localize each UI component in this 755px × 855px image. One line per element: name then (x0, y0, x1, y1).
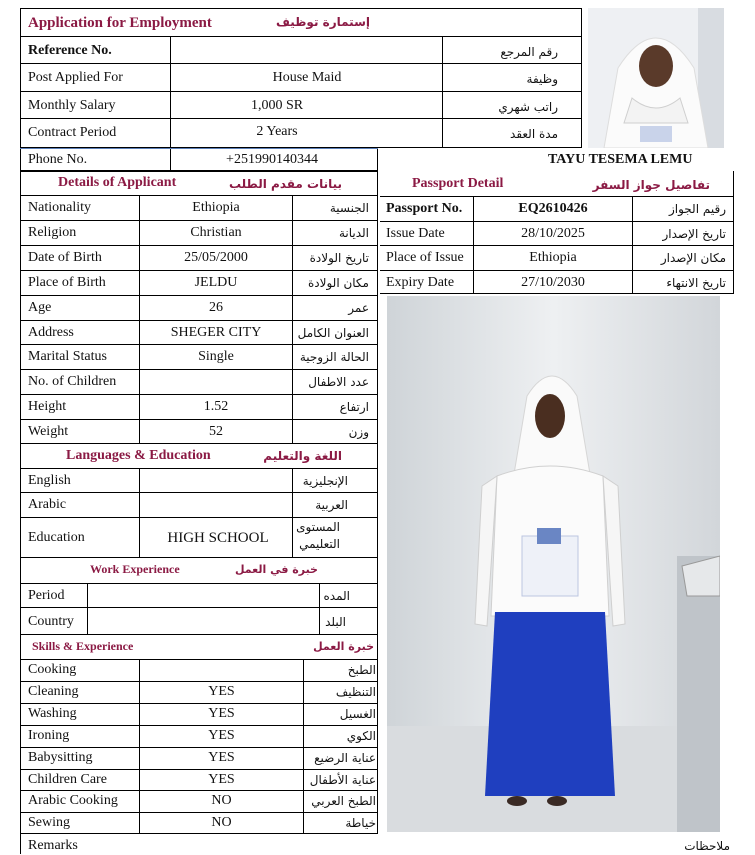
skill-label-ar: التنظيف (335, 685, 376, 699)
passport-row-label-ar: تاريخ الانتهاء (666, 276, 726, 290)
post-label: Post Applied For (28, 70, 123, 85)
applicant-row-label-ar: الحالة الزوجية (299, 350, 369, 364)
education-label: Education (28, 530, 85, 545)
salary-label-ar: راتب شهري (498, 100, 558, 114)
passport-row-label-ar: رقيم الجواز (668, 202, 726, 216)
form-title-arabic: إستمارة توظيف (275, 15, 370, 29)
applicant-row-label-ar: عدد الاطفال (308, 375, 369, 389)
applicant-row-label: Religion (28, 225, 77, 240)
skills-row-line (20, 790, 378, 791)
passport-row-value: Ethiopia (529, 250, 577, 265)
passport-row-value: EQ2610426 (518, 201, 588, 216)
skills-divider (20, 659, 378, 660)
country-label-ar: البلد (325, 615, 346, 629)
applicant-row-value: SHEGER CITY (170, 325, 262, 340)
skill-value: NO (211, 815, 232, 830)
applicant-row-value: 1.52 (203, 399, 229, 414)
applicant-row-label: Place of Birth (28, 275, 106, 290)
passport-row-label: Issue Date (386, 226, 445, 241)
skill-value: YES (208, 750, 235, 765)
work-title: Work Experience (90, 562, 180, 576)
passport-row-value: 27/10/2030 (521, 275, 585, 290)
applicant-row-label: Marital Status (28, 349, 107, 364)
period-label-ar: المده (323, 589, 350, 603)
skill-label-ar: خياطة (345, 816, 376, 830)
skill-label-ar: الكوي (346, 729, 376, 743)
passport-row-label: Place of Issue (386, 250, 464, 265)
arabic-label: Arabic (28, 497, 67, 512)
applicant-row-label: Height (28, 399, 67, 414)
applicant-title: Details of Applicant (58, 175, 177, 190)
contract-label-ar: مدة العقد (510, 127, 558, 141)
salary-value: 1,000 SR (250, 98, 304, 113)
applicant-row-label-ar: مكان الولادة (307, 276, 369, 290)
skills-title: Skills & Experience (32, 639, 134, 653)
education-label-ar-2: التعليمي (299, 537, 340, 551)
skills-row-line (20, 681, 378, 682)
applicant-row-line (20, 295, 378, 296)
applicant-name: TAYU TESEMA LEMU (548, 152, 693, 167)
applicant-row-label-ar: الجنسية (329, 201, 369, 215)
skills-row-line (20, 769, 378, 770)
applicant-row-label: Weight (28, 424, 69, 439)
work-title-ar: خبرة في العمل (234, 563, 318, 576)
applicant-title-ar: بيانات مقدم الطلب (228, 177, 342, 191)
applicant-row-label: Address (28, 325, 74, 340)
skill-label-ar: الغسيل (339, 707, 376, 721)
applicant-row-value: Ethiopia (192, 200, 240, 215)
remarks-label-ar: ملاحظات (684, 839, 730, 853)
skill-label: Cooking (28, 662, 77, 677)
post-value: House Maid (272, 70, 342, 85)
applicant-row-label-ar: عمر (348, 301, 369, 315)
applicant-row-value: JELDU (194, 275, 238, 290)
skill-value: YES (208, 684, 235, 699)
skill-label: Children Care (28, 772, 107, 787)
reference-label-ar: رقم المرجع (500, 45, 558, 59)
skill-label: Cleaning (28, 684, 79, 699)
applicant-row-line (20, 270, 378, 271)
applicant-row-label: Age (28, 300, 52, 315)
applicant-row-label-ar: العنوان الكامل (297, 326, 369, 340)
skill-value: YES (208, 728, 235, 743)
applicant-row-value: Single (198, 349, 234, 364)
passport-row-label: Passport No. (386, 201, 463, 216)
passport-row-line (380, 221, 734, 222)
skill-label: Ironing (28, 728, 70, 743)
skill-label-ar: الطبخ العربي (311, 794, 376, 808)
passport-row-label-ar: تاريخ الإصدار (662, 227, 726, 241)
skill-label-ar: عناية الأطفال (309, 773, 376, 787)
applicant-divider (20, 195, 378, 196)
contract-label: Contract Period (28, 125, 117, 140)
english-label-ar: الإنجليزية (302, 474, 348, 488)
passport-row-label-ar: مكان الإصدار (660, 251, 726, 265)
arabic-label-ar: العربية (315, 498, 348, 512)
phone-label: Phone No. (28, 152, 88, 167)
applicant-row-line (20, 394, 378, 395)
applicant-row-label-ar: وزن (348, 425, 369, 439)
skills-row-line (20, 812, 378, 813)
country-label: Country (28, 614, 74, 629)
applicant-row-label-ar: تاريخ الولادة (309, 251, 369, 265)
education-label-ar-1: المستوى (296, 520, 340, 534)
skills-row-line (20, 747, 378, 748)
skill-label: Arabic Cooking (28, 793, 118, 808)
skill-value: YES (208, 772, 235, 787)
remarks-label: Remarks (28, 838, 78, 853)
applicant-row-label-ar: ارتفاع (339, 400, 369, 414)
passport-title: Passport Detail (412, 176, 504, 191)
languages-title-ar: اللغة والتعليم (263, 449, 342, 463)
passport-row-line (380, 270, 734, 271)
applicant-row-value: 26 (209, 300, 223, 315)
applicant-row-value: 52 (209, 424, 223, 439)
applicant-row-line (20, 320, 378, 321)
passport-row-label: Expiry Date (386, 275, 455, 290)
skill-label-ar: الطبخ (347, 663, 376, 677)
skills-row-line (20, 703, 378, 704)
languages-title: Languages & Education (66, 448, 211, 463)
applicant-row-label-ar: الديانة (338, 226, 369, 240)
form-title: Application for Employment (28, 15, 212, 31)
contract-value: 2 Years (256, 124, 298, 139)
passport-divider (380, 196, 734, 197)
education-value: HIGH SCHOOL (167, 530, 269, 546)
applicant-row-value: 25/05/2000 (184, 250, 248, 265)
skill-label: Sewing (28, 815, 70, 830)
skill-label-ar: عناية الرضيع (314, 751, 376, 765)
portrait-photo (588, 8, 724, 148)
full-body-photo (387, 296, 720, 832)
applicant-row-line (20, 220, 378, 221)
english-label: English (28, 473, 71, 488)
applicant-row-line (20, 245, 378, 246)
skill-value: YES (208, 706, 235, 721)
skills-row-line (20, 725, 378, 726)
skill-value: NO (211, 793, 232, 808)
passport-row-line (380, 245, 734, 246)
passport-title-ar: تفاصيل جواز السفر (592, 178, 710, 192)
applicant-row-label: No. of Children (28, 374, 117, 389)
post-label-ar: وظيفة (526, 72, 558, 86)
passport-row-value: 28/10/2025 (521, 226, 585, 241)
period-label: Period (28, 588, 65, 603)
phone-value: +251990140344 (226, 152, 318, 167)
applicant-row-line (20, 369, 378, 370)
applicant-row-label: Date of Birth (28, 250, 102, 265)
reference-label: Reference No. (28, 43, 112, 58)
applicant-row-label: Nationality (28, 200, 91, 215)
skill-label: Babysitting (28, 750, 93, 765)
skills-title-ar: خبرة العمل (313, 640, 374, 653)
applicant-row-line (20, 344, 378, 345)
salary-label: Monthly Salary (28, 98, 116, 113)
applicant-row-value: Christian (190, 225, 242, 240)
skill-label: Washing (28, 706, 77, 721)
applicant-row-line (20, 419, 378, 420)
